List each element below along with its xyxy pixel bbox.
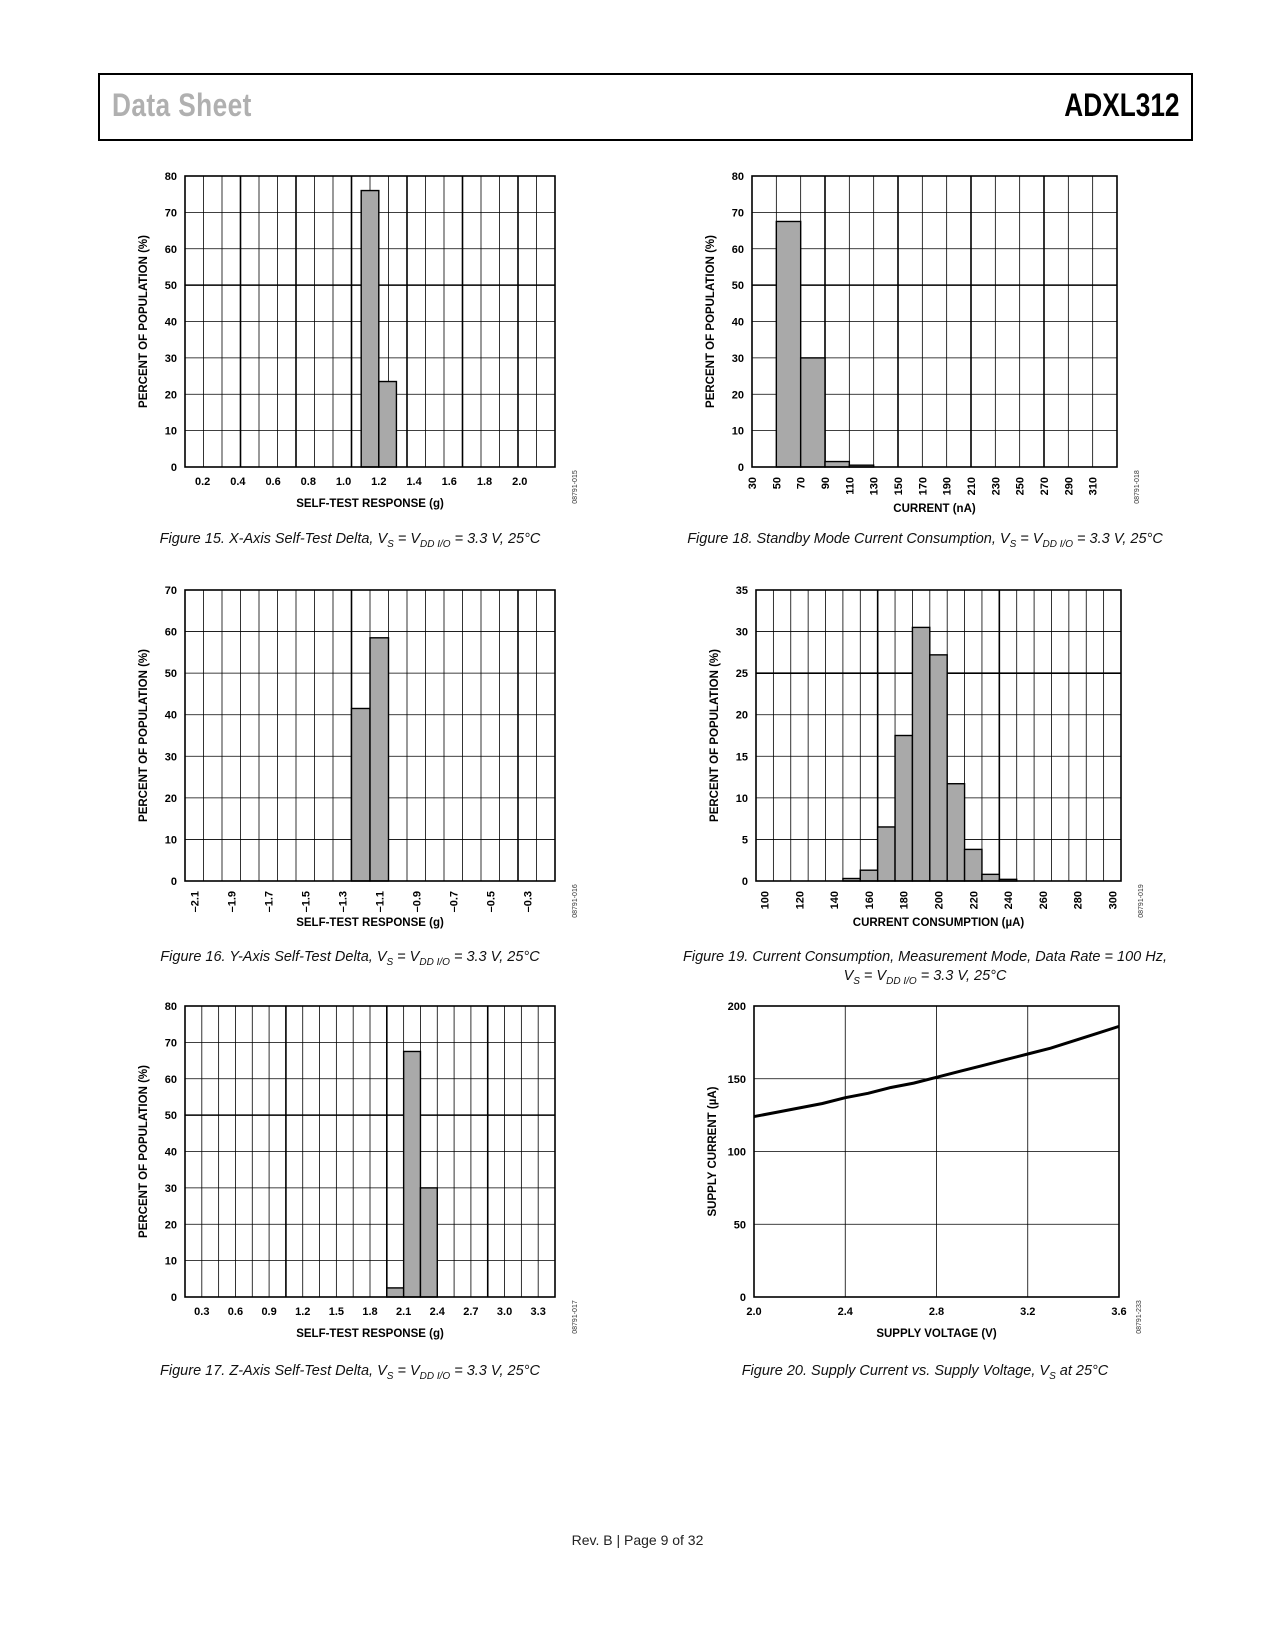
x-tick-label: 90 xyxy=(820,477,832,490)
y-tick-label: 40 xyxy=(731,316,744,329)
x-tick-label: 1.6 xyxy=(441,476,457,488)
figure-code-label: 08791-015 xyxy=(572,470,579,504)
x-tick-label: 180 xyxy=(898,891,911,910)
x-tick-label: 300 xyxy=(1107,891,1120,910)
x-tick-label: 260 xyxy=(1037,891,1050,910)
x-tick-label: 0.3 xyxy=(194,1306,210,1318)
y-tick-label: 10 xyxy=(731,425,744,438)
y-axis-label: PERCENT OF POPULATION (%) xyxy=(138,235,150,408)
y-tick-label: 50 xyxy=(731,280,744,293)
y-tick-label: 50 xyxy=(164,668,177,681)
chart-grid xyxy=(754,1006,1119,1297)
x-tick-label: –0.7 xyxy=(448,891,461,913)
x-tick-label: 1.2 xyxy=(371,476,387,488)
x-tick-label: 170 xyxy=(917,477,930,496)
y-tick-label: 30 xyxy=(164,1182,177,1195)
x-axis-label: SELF-TEST RESPONSE (g) xyxy=(296,498,444,510)
x-tick-label: 190 xyxy=(941,477,954,496)
x-tick-label: 0.4 xyxy=(230,476,246,488)
part-number: ADXL312 xyxy=(1063,87,1179,123)
x-tick-label: 240 xyxy=(1003,891,1016,910)
x-axis-label: SELF-TEST RESPONSE (g) xyxy=(296,1328,444,1340)
y-tick-label: 50 xyxy=(164,280,177,293)
y-axis-label: PERCENT OF POPULATION (%) xyxy=(138,1065,150,1238)
figure-code-label: 08791-017 xyxy=(572,1300,579,1334)
x-tick-label: –1.1 xyxy=(374,891,387,913)
y-tick-label: 30 xyxy=(731,352,744,365)
bar-1 xyxy=(860,870,877,881)
y-tick-label: 200 xyxy=(727,1001,746,1013)
x-tick-label: –1.7 xyxy=(263,891,276,913)
x-axis-label: SELF-TEST RESPONSE (g) xyxy=(296,917,444,929)
y-tick-label: 0 xyxy=(170,1292,177,1304)
chart-fig19 xyxy=(709,585,1145,929)
x-tick-label: 120 xyxy=(794,891,807,910)
x-tick-label: 130 xyxy=(868,477,881,496)
y-tick-label: 50 xyxy=(733,1219,746,1232)
y-tick-label: 30 xyxy=(164,352,177,365)
x-tick-label: 280 xyxy=(1072,891,1085,910)
x-tick-label: 1.8 xyxy=(476,476,493,488)
page-footer: Rev. B | Page 9 of 32 xyxy=(571,1532,704,1548)
y-tick-label: 20 xyxy=(164,792,177,805)
y-tick-label: 60 xyxy=(731,243,744,256)
caption-fig17: Figure 17. Z-Axis Self-Test Delta, $V_S = V_{DD I/O} = 3.3$ V, 25°C xyxy=(160,1363,540,1382)
y-tick-label: 0 xyxy=(739,1292,746,1304)
y-tick-label: 30 xyxy=(735,626,748,639)
x-tick-label: 2.4 xyxy=(429,1306,445,1318)
x-tick-label: 0.6 xyxy=(265,476,281,488)
x-tick-label: –0.5 xyxy=(485,891,498,913)
y-tick-label: 80 xyxy=(731,171,744,183)
x-tick-label: 3.0 xyxy=(496,1306,513,1318)
y-tick-label: 60 xyxy=(164,243,177,256)
x-tick-label: 270 xyxy=(1039,477,1051,496)
bar-1 xyxy=(379,382,397,467)
x-tick-label: –0.3 xyxy=(522,891,535,913)
x-tick-label: 0.8 xyxy=(300,476,316,488)
bar-1 xyxy=(370,638,389,881)
y-tick-label: 0 xyxy=(170,462,177,474)
y-tick-label: 10 xyxy=(164,1255,177,1268)
x-tick-label: 1.4 xyxy=(406,476,422,488)
y-tick-label: 0 xyxy=(170,876,177,888)
y-tick-label: 80 xyxy=(164,171,177,183)
bar-4 xyxy=(912,627,929,881)
y-tick-label: 20 xyxy=(164,389,177,402)
x-tick-label: 310 xyxy=(1087,477,1100,496)
y-tick-label: 20 xyxy=(731,389,744,402)
y-tick-label: 100 xyxy=(727,1146,746,1159)
x-axis-label: CURRENT (nA) xyxy=(893,503,976,515)
y-axis-label: PERCENT OF POPULATION (%) xyxy=(705,235,717,408)
x-axis-label: CURRENT CONSUMPTION (µA) xyxy=(852,917,1025,929)
x-tick-label: 140 xyxy=(829,891,842,910)
y-tick-label: 70 xyxy=(164,585,177,597)
y-tick-label: 70 xyxy=(731,207,744,220)
bar-7 xyxy=(965,849,982,881)
y-tick-label: 80 xyxy=(164,1001,177,1013)
y-tick-label: 150 xyxy=(727,1073,746,1086)
y-tick-label: 10 xyxy=(164,834,177,847)
chart-fig15 xyxy=(138,171,579,510)
x-tick-label: –1.3 xyxy=(337,891,350,913)
bar-2 xyxy=(825,462,849,467)
y-tick-label: 40 xyxy=(164,316,177,329)
chart-fig17 xyxy=(138,1001,579,1340)
bar-8 xyxy=(982,874,999,881)
caption-fig18: Figure 18. Standby Mode Current Consumption, $V_S = V_{DD I/O} = 3.3$ V, 25°C xyxy=(687,531,1163,550)
x-tick-label: 50 xyxy=(771,477,784,490)
y-tick-label: 10 xyxy=(735,792,748,805)
x-tick-label: 2.0 xyxy=(512,476,528,488)
chart-fig16 xyxy=(138,585,579,929)
figure-code-label: 08791-019 xyxy=(1138,884,1145,918)
y-tick-label: 5 xyxy=(741,834,748,847)
y-tick-label: 20 xyxy=(735,709,748,722)
x-tick-label: 220 xyxy=(968,891,981,910)
caption-fig20: Figure 20. Supply Current vs. Supply Voltage, $V_S$ at 25°C xyxy=(741,1363,1109,1382)
y-tick-label: 35 xyxy=(735,585,748,597)
x-tick-label: 2.0 xyxy=(746,1306,762,1318)
figure-code-label: 08791-016 xyxy=(572,884,579,918)
y-tick-label: 50 xyxy=(164,1110,177,1123)
x-tick-label: 250 xyxy=(1014,477,1027,496)
y-tick-label: 0 xyxy=(741,876,748,888)
bar-1 xyxy=(801,358,825,467)
x-tick-label: 3.6 xyxy=(1111,1306,1127,1318)
x-tick-label: 2.8 xyxy=(928,1306,945,1318)
y-tick-label: 15 xyxy=(735,751,748,764)
figure-code-label: 08791-233 xyxy=(1136,1300,1143,1334)
x-tick-label: 200 xyxy=(933,891,946,910)
x-tick-label: –1.5 xyxy=(300,891,313,913)
doc-type-label: Data Sheet xyxy=(112,87,252,123)
bar-5 xyxy=(930,655,947,881)
x-tick-label: 0.6 xyxy=(227,1306,244,1318)
y-tick-label: 10 xyxy=(164,425,177,438)
x-tick-label: 1.0 xyxy=(335,476,352,488)
x-tick-label: 70 xyxy=(795,477,808,490)
x-tick-label: 110 xyxy=(844,477,857,495)
x-tick-label: 1.8 xyxy=(362,1306,378,1318)
caption-fig15: Figure 15. X-Axis Self-Test Delta, $V_S = V_{DD I/O} = 3.3$ V, 25°C xyxy=(159,531,541,550)
x-tick-label: 3.3 xyxy=(530,1306,546,1318)
bar-6 xyxy=(947,784,964,881)
x-tick-label: 160 xyxy=(863,891,876,910)
y-tick-label: 0 xyxy=(737,462,744,474)
bar-1 xyxy=(404,1051,421,1297)
x-tick-label: 210 xyxy=(966,477,978,496)
bar-2 xyxy=(420,1188,437,1297)
x-tick-label: 30 xyxy=(747,477,759,490)
y-axis-label: PERCENT OF POPULATION (%) xyxy=(709,649,721,822)
y-tick-label: 60 xyxy=(164,1073,177,1086)
y-axis-label: SUPPLY CURRENT (µA) xyxy=(707,1086,719,1217)
x-tick-label: 0.2 xyxy=(194,476,211,488)
y-axis-label: PERCENT OF POPULATION (%) xyxy=(138,649,150,822)
x-tick-label: 3.2 xyxy=(1020,1306,1036,1318)
bar-2 xyxy=(878,827,895,881)
chart-fig18 xyxy=(705,171,1141,515)
x-tick-label: 0.9 xyxy=(261,1306,277,1318)
figure-code-label: 08791-018 xyxy=(1134,470,1141,504)
x-tick-label: 1.2 xyxy=(295,1306,311,1318)
x-tick-label: –1.9 xyxy=(226,891,239,913)
x-tick-label: 2.7 xyxy=(463,1306,479,1318)
x-tick-label: 230 xyxy=(990,477,1003,496)
x-tick-label: 2.4 xyxy=(837,1306,853,1318)
y-tick-label: 40 xyxy=(164,1146,177,1159)
y-tick-label: 25 xyxy=(735,668,748,681)
x-axis-label: SUPPLY VOLTAGE (V) xyxy=(876,1328,997,1340)
caption-fig19: Figure 19. Current Consumption, Measurement Mode, Data Rate = 100 Hz, $V_S = V_{DD I/O} = 3.3$ V, 25°C xyxy=(683,949,1167,987)
y-tick-label: 60 xyxy=(164,626,177,639)
x-tick-label: 150 xyxy=(893,477,905,496)
bar-0 xyxy=(361,191,379,467)
bar-3 xyxy=(895,736,912,882)
x-tick-label: –0.9 xyxy=(411,891,424,913)
x-tick-label: 1.5 xyxy=(328,1306,345,1318)
x-tick-label: –2.1 xyxy=(189,891,202,913)
y-tick-label: 30 xyxy=(164,751,177,764)
chart-grid xyxy=(185,1006,555,1297)
y-tick-label: 40 xyxy=(164,709,177,722)
bar-0 xyxy=(352,708,371,881)
bar-0 xyxy=(776,221,800,467)
bar-0 xyxy=(387,1288,404,1297)
chart-fig20 xyxy=(707,1001,1143,1340)
x-tick-label: 100 xyxy=(759,891,772,910)
y-tick-label: 20 xyxy=(164,1219,177,1232)
y-tick-label: 70 xyxy=(164,207,177,220)
caption-fig16: Figure 16. Y-Axis Self-Test Delta, $V_S = V_{DD I/O} = 3.3$ V, 25°C xyxy=(160,949,540,968)
y-tick-label: 70 xyxy=(164,1037,177,1050)
x-tick-label: 290 xyxy=(1063,477,1076,496)
x-tick-label: 2.1 xyxy=(395,1306,412,1318)
